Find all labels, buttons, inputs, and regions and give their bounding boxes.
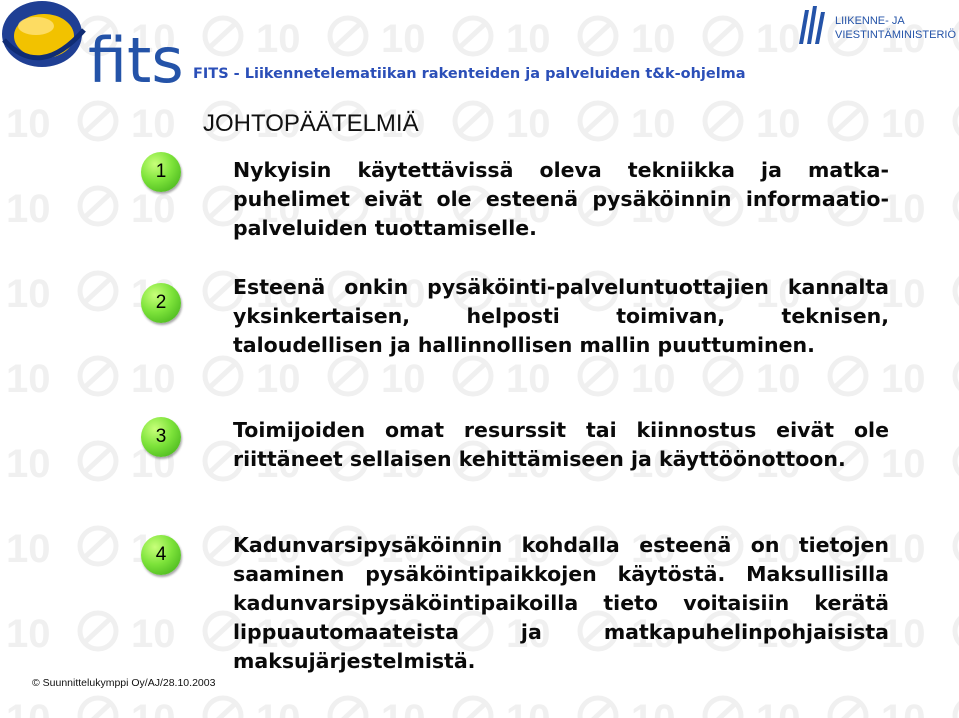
ministry-logo <box>793 2 959 48</box>
page-title: JOHTOPÄÄTELMIÄ <box>203 110 419 137</box>
conclusion-4-text: Kadunvarsipysäköinnin kohdalla esteenä on tietojen saaminen pysäköintipaikkojen käytöstä. Maksullisilla kadunvarsipysäköintipaikoilla tieto voitaisiin kerätä lippuautomaateista ja matkapuhelinpohjaisista maksujärjestelmistä. <box>233 533 889 673</box>
number-badge-1: 1 <box>141 152 181 192</box>
program-subtitle: FITS - Liikennetelematiikan rakenteiden ja palveluiden t&k-ohjelma <box>193 66 746 82</box>
ministry-line1: LIIKENNE- JA <box>835 15 905 27</box>
fits-logo <box>0 0 185 100</box>
number-badge-2: 2 <box>141 283 181 323</box>
conclusion-2-text: Esteenä onkin pysäköinti-palveluntuottajien kannalta yksinkertaisen, helposti toimivan, teknisen, taloudellisen ja hallinnollisen mallin puuttuminen. <box>233 275 889 357</box>
copyright-footer: © Suunnittelukymppi Oy/AJ/28.10.2003 <box>32 677 216 689</box>
number-badge-4: 4 <box>141 535 181 575</box>
ministry-line2: VIESTINTÄMINISTERIÖ <box>835 29 957 41</box>
conclusion-3-text: Toimijoiden omat resurssit tai kiinnostus eivät ole riittäneet sellaisen kehittämiseen ja käyttöönottoon. <box>233 418 889 471</box>
conclusion-1-text: Nykyisin käytettävissä oleva tekniikka ja matka-puhelimet eivät ole esteenä pysäköinnin informaatio-palveluiden tuottamiselle. <box>233 158 889 240</box>
fits-logo-text: fits <box>88 24 184 97</box>
number-badge-3: 3 <box>141 417 181 457</box>
